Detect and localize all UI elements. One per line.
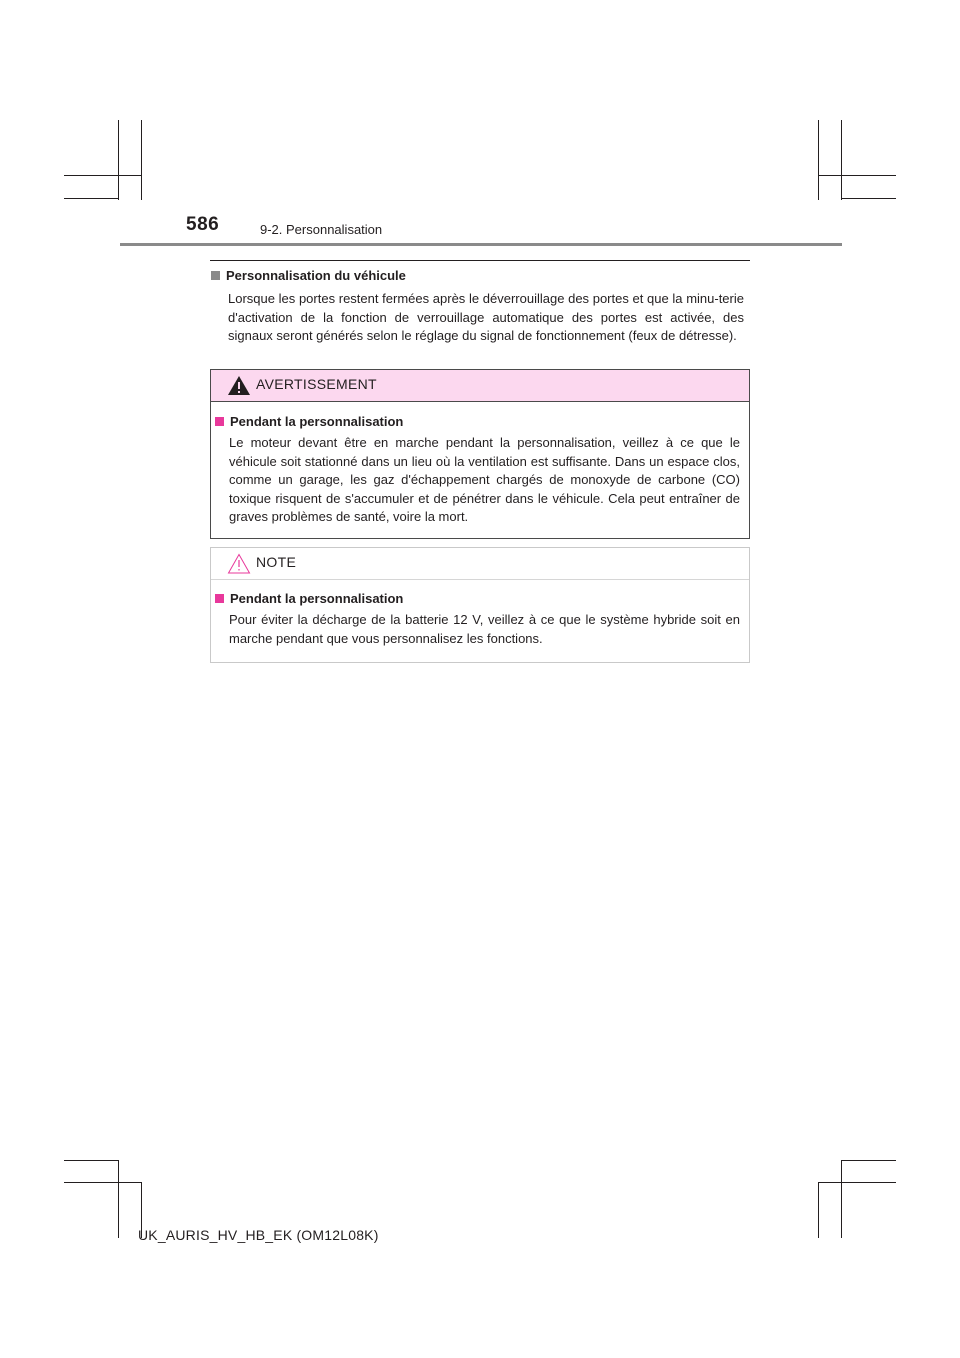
note-heading-text: Pendant la personnalisation [230, 591, 404, 606]
note-text: Pour éviter la décharge de la batterie 12 V, veillez à ce que le système hybride soit en marche pendant que vous personnalisez les fonctions. [229, 612, 740, 646]
crop-mark [118, 120, 119, 200]
crop-mark [841, 198, 896, 199]
document-code: UK_AURIS_HV_HB_EK (OM12L08K) [138, 1227, 379, 1243]
crop-mark [64, 198, 119, 199]
square-bullet-icon [215, 594, 224, 603]
section-divider [210, 260, 750, 261]
section-paragraph: Lorsque les portes restent fermées après le déverrouillage des portes et que la minu-terie d'activation de la fonction de verrouillage automatique des portes est activée, des signaux seront générés selon le réglage du signal de fonctionnement (feux de détresse). [228, 291, 744, 343]
warning-header [211, 370, 749, 402]
square-bullet-icon [215, 417, 224, 426]
warning-heading [215, 414, 403, 429]
crop-mark [841, 120, 842, 200]
section-heading-text: Personnalisation du véhicule [226, 268, 406, 283]
crop-mark [818, 175, 896, 176]
section-heading [211, 268, 406, 283]
note-label: NOTE [256, 554, 297, 570]
note-heading [215, 591, 403, 606]
note-header [211, 548, 749, 580]
crop-mark [818, 120, 819, 200]
crop-mark [64, 1160, 119, 1161]
warning-box [210, 369, 750, 539]
crop-mark [818, 1182, 896, 1183]
crop-mark [818, 1182, 819, 1238]
header-rule [120, 243, 842, 246]
note-box [210, 547, 750, 663]
warning-label: AVERTISSEMENT [256, 376, 377, 392]
page-number: 586 [186, 214, 220, 235]
crop-mark [64, 175, 142, 176]
square-bullet-icon [211, 271, 220, 280]
warning-heading-text: Pendant la personnalisation [230, 414, 404, 429]
crop-mark [118, 1160, 119, 1238]
crop-mark [841, 1160, 896, 1161]
crop-mark [141, 120, 142, 200]
note-triangle-icon [227, 553, 251, 574]
warning-triangle-icon [227, 375, 251, 396]
section-title: 9-2. Personnalisation [260, 222, 383, 237]
crop-mark [841, 1160, 842, 1238]
crop-mark [64, 1182, 142, 1183]
warning-text: Le moteur devant être en marche pendant la personnalisation, veillez à ce que le véhicule soit stationné dans un lieu où la ventilation est suffisante. Dans un espace clos, comme un garage, les gaz d'échappement chargés de monoxyde de carbone (CO) toxique risquent de s'accumuler et de pénétrer dans le véhicule. Cela peut entraîner de graves problèmes de santé, voire la mort. [229, 435, 740, 524]
